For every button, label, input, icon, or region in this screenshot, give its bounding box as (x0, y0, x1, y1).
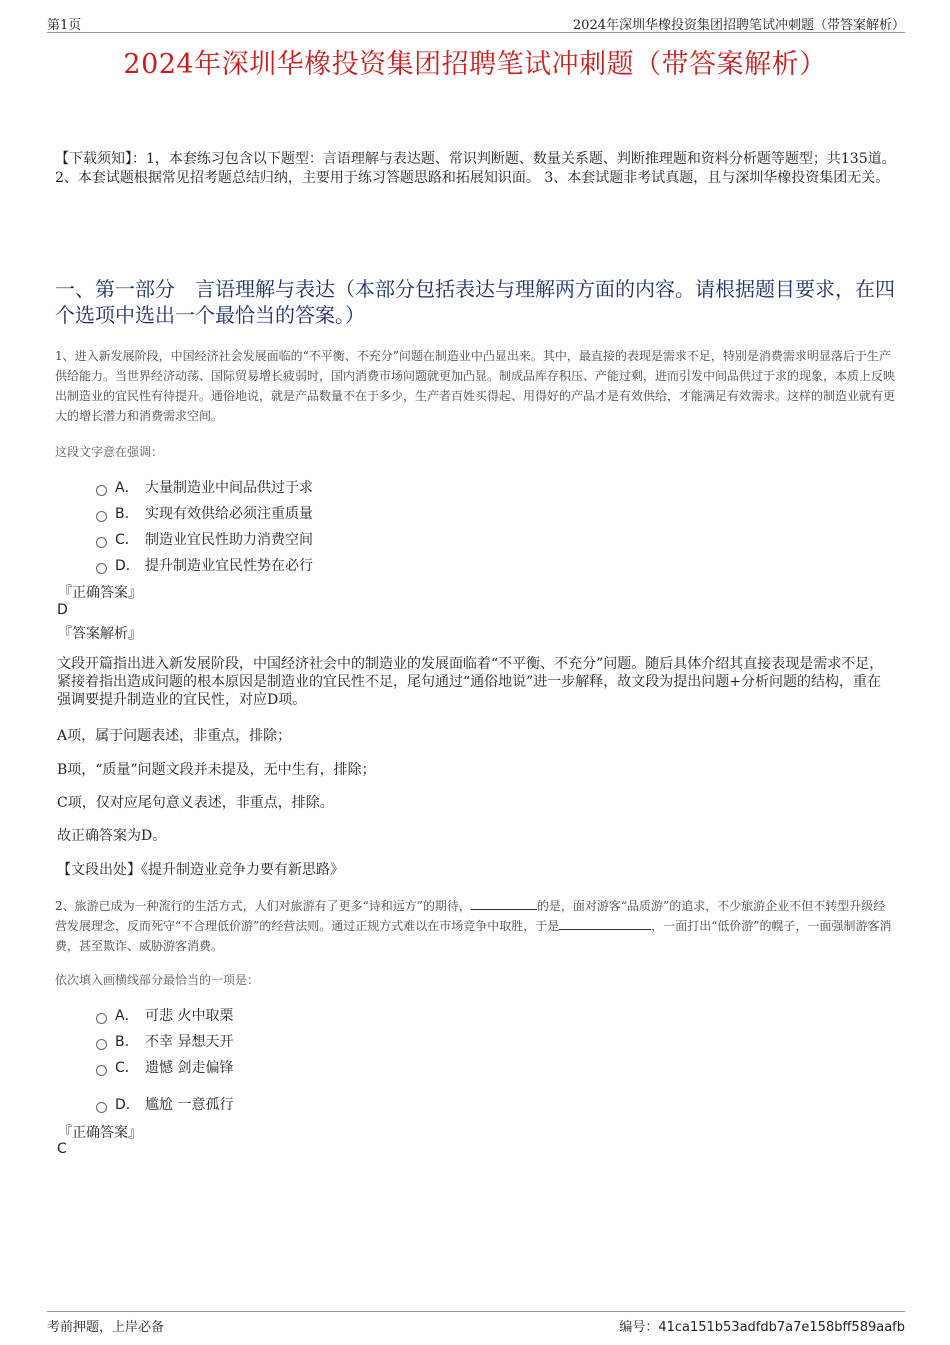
question-1-note-c: C项，仅对应尾句意义表述，非重点，排除。 (57, 795, 334, 811)
question-2-option-c[interactable]: C． 遗憾 剑走偏锋 (96, 1057, 233, 1077)
question-1-option-b[interactable]: B． 实现有效供给必须注重质量 (96, 503, 313, 523)
radio-icon[interactable] (96, 563, 107, 574)
question-1-source: 【文段出处】《提升制造业竞争力要有新思路》 (57, 862, 344, 878)
page-number: 第1页 (47, 18, 82, 33)
question-1-text: 1、进入新发展阶段，中国经济社会发展面临的“不平衡、不充分”问题在制造业中凸显出来。其中，最直接的表现是需求不足，特别是消费需求明显落后于生产供给能力。当世界经济动荡、国际贸易增长疲弱时，国内消费市场问题就更加凸显。制成品库存积压、产能过剩，进而引发中间品供过于求的现象，本质上反映出制造业的宜民性有待提升。通俗地说，就是产品数量不在于多少，生产者百姓买得起、用得好的产品才是有效供给，才能满足有效需求。这样的制造业就有更大的增长潜力和消费需求空间。 (55, 349, 896, 423)
question-2-answer: C (57, 1141, 67, 1157)
question-1-answer: D (57, 602, 68, 618)
question-1-prompt: 这段文字意在强调： (55, 445, 164, 459)
question-2-option-d[interactable]: D． 尴尬 一意孤行 (96, 1094, 233, 1114)
radio-icon[interactable] (96, 1039, 107, 1050)
page-header (47, 14, 905, 33)
footer-slogan: 考前押题，上岸必备 (47, 1320, 165, 1335)
question-2-answer-label: 『正确答案』 (58, 1125, 142, 1141)
fill-blank-2[interactable] (559, 917, 651, 930)
question-1-analysis: 文段开篇指出进入新发展阶段，中国经济社会中的制造业的发展面临着“不平衡、不充分”问题。随后具体介绍其直接表现是需求不足，紧接着指出造成问题的根本原因是制造业的宜民性不足，尾句通过“通俗地说”进一步解释，故文段为提出问题+分析问题的结构，重在强调要提升制造业的宜民性，对应D项。 (57, 656, 884, 708)
question-2-option-b[interactable]: B． 不幸 异想天开 (96, 1031, 233, 1051)
page-footer (47, 1311, 905, 1335)
download-notice: 【下载须知】：1，本套练习包含以下题型：言语理解与表达题、常识判断题、数量关系题、判断推理题和资料分析题等题型；共135道。 2、本套试题根据常见招考题总结归纳，主要用于练习答题思路和拓展知识面。 3、本套试题非考试真题，且与深圳华橡投资集团无关。 (55, 151, 896, 186)
section-heading: 一、第一部分 言语理解与表达（本部分包括表达与理解两方面的内容。请根据题目要求，在四个选项中选出一个最恰当的答案。） (55, 277, 895, 327)
fill-blank-1[interactable] (471, 897, 537, 910)
question-1-option-a[interactable]: A． 大量制造业中间品供过于求 (96, 477, 313, 497)
question-1-note-a: A项，属于问题表述，非重点，排除； (57, 728, 292, 744)
radio-icon[interactable] (96, 1102, 107, 1113)
question-1-conclusion: 故正确答案为D。 (57, 828, 167, 844)
radio-icon[interactable] (96, 1013, 107, 1024)
question-1-analysis-label: 『答案解析』 (58, 626, 142, 642)
question-1-note-b: B项，“质量”问题文段并未提及，无中生有，排除； (57, 762, 376, 778)
question-1-option-c[interactable]: C． 制造业宜民性助力消费空间 (96, 529, 313, 549)
question-2-prompt: 依次填入画横线部分最恰当的一项是： (55, 973, 260, 987)
question-1-answer-label: 『正确答案』 (58, 585, 142, 601)
footer-code: 编号：41ca151b53adfdb7a7e158bff589aafb (619, 1320, 905, 1335)
radio-icon[interactable] (96, 511, 107, 522)
radio-icon[interactable] (96, 1065, 107, 1076)
radio-icon[interactable] (96, 537, 107, 548)
question-2-text: 2、旅游已成为一种流行的生活方式，人们对旅游有了更多“诗和远方”的期待， 的是，面对游客“品质游”的追求，不少旅游企业不但不转型升级经营发展理念，反而死守“不合理低价游”的经营法则。通过正规方式难以在市场竞争中取胜，于是 ，一面打出“低价游”的幌子，一面强制游客消费，甚至欺诈、威胁游客消费。 (55, 899, 892, 953)
question-1-option-d[interactable]: D． 提升制造业宜民性势在必行 (96, 555, 313, 575)
header-doc-title: 2024年深圳华橡投资集团招聘笔试冲刺题（带答案解析） (572, 18, 905, 33)
question-2-option-a[interactable]: A． 可悲 火中取栗 (96, 1005, 233, 1025)
radio-icon[interactable] (96, 485, 107, 496)
document-title: 2024年深圳华橡投资集团招聘笔试冲刺题（带答案解析） (123, 49, 827, 80)
